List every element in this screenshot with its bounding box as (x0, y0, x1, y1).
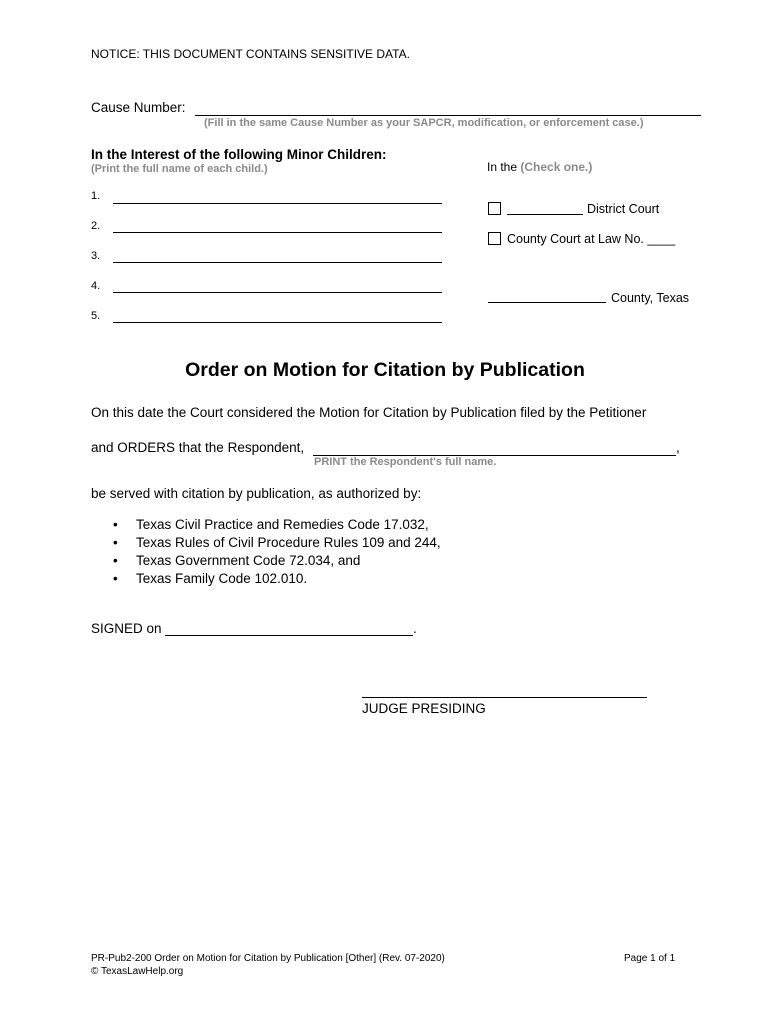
order-paragraph-1: On this date the Court considered the Motion for Citation by Publication filed by the Petitioner (91, 405, 647, 420)
sensitive-data-notice: NOTICE: THIS DOCUMENT CONTAINS SENSITIVE DATA. (91, 47, 410, 61)
child-number: 4. (91, 280, 101, 292)
page-number: Page 1 of 1 (624, 953, 676, 964)
child-number: 1. (91, 190, 101, 202)
child-name-field[interactable] (113, 292, 442, 293)
county-court-checkbox[interactable] (488, 232, 501, 245)
respondent-prefix: and ORDERS that the Respondent, (91, 440, 305, 455)
county-court-label: County Court at Law No. ____ (507, 232, 676, 246)
order-paragraph-3: be served with citation by publication, as authorized by: (91, 486, 422, 501)
copyright-notice: © TexasLawHelp.org (91, 966, 184, 977)
child-name-field[interactable] (113, 203, 442, 204)
respondent-suffix: , (676, 440, 680, 455)
signed-date-field[interactable] (165, 635, 413, 636)
children-hint: (Print the full name of each child.) (91, 163, 268, 175)
respondent-hint: PRINT the Respondent's full name. (314, 456, 497, 468)
child-number: 3. (91, 250, 101, 262)
signed-label: SIGNED on (91, 621, 162, 636)
authority-item: • Texas Civil Practice and Remedies Code 17.032, (113, 516, 441, 534)
district-court-label: District Court (587, 202, 660, 216)
form-identifier: PR-Pub2-200 Order on Motion for Citation by Publication [Other] (Rev. 07-2020) (91, 953, 445, 964)
child-name-field[interactable] (113, 232, 442, 233)
cause-number-hint: (Fill in the same Cause Number as your SAPCR, modification, or enforcement case.) (204, 117, 644, 129)
check-one-hint: (Check one.) (520, 160, 593, 174)
authority-list (113, 516, 441, 588)
cause-number-field[interactable] (195, 115, 701, 116)
cause-number-label: Cause Number: (91, 100, 186, 115)
child-name-field[interactable] (113, 262, 442, 263)
signed-suffix: . (413, 621, 417, 636)
child-name-field[interactable] (113, 322, 442, 323)
authority-item: • Texas Government Code 72.034, and (113, 552, 441, 570)
judge-presiding-label: JUDGE PRESIDING (362, 701, 486, 716)
judge-signature-line[interactable] (362, 697, 647, 698)
county-texas-label: County, Texas (611, 291, 690, 305)
in-the-label (487, 160, 592, 174)
child-number: 2. (91, 220, 101, 232)
in-the-text: In the (487, 160, 518, 174)
document-title: Order on Motion for Citation by Publication (185, 359, 585, 381)
authority-item: • Texas Rules of Civil Procedure Rules 109 and 244, (113, 534, 441, 552)
children-heading: In the Interest of the following Minor Children: (91, 147, 387, 162)
county-name-field[interactable] (488, 302, 606, 303)
district-court-field[interactable] (507, 214, 583, 215)
authority-item: • Texas Family Code 102.010. (113, 570, 441, 588)
district-court-checkbox[interactable] (488, 202, 501, 215)
child-number: 5. (91, 310, 101, 322)
